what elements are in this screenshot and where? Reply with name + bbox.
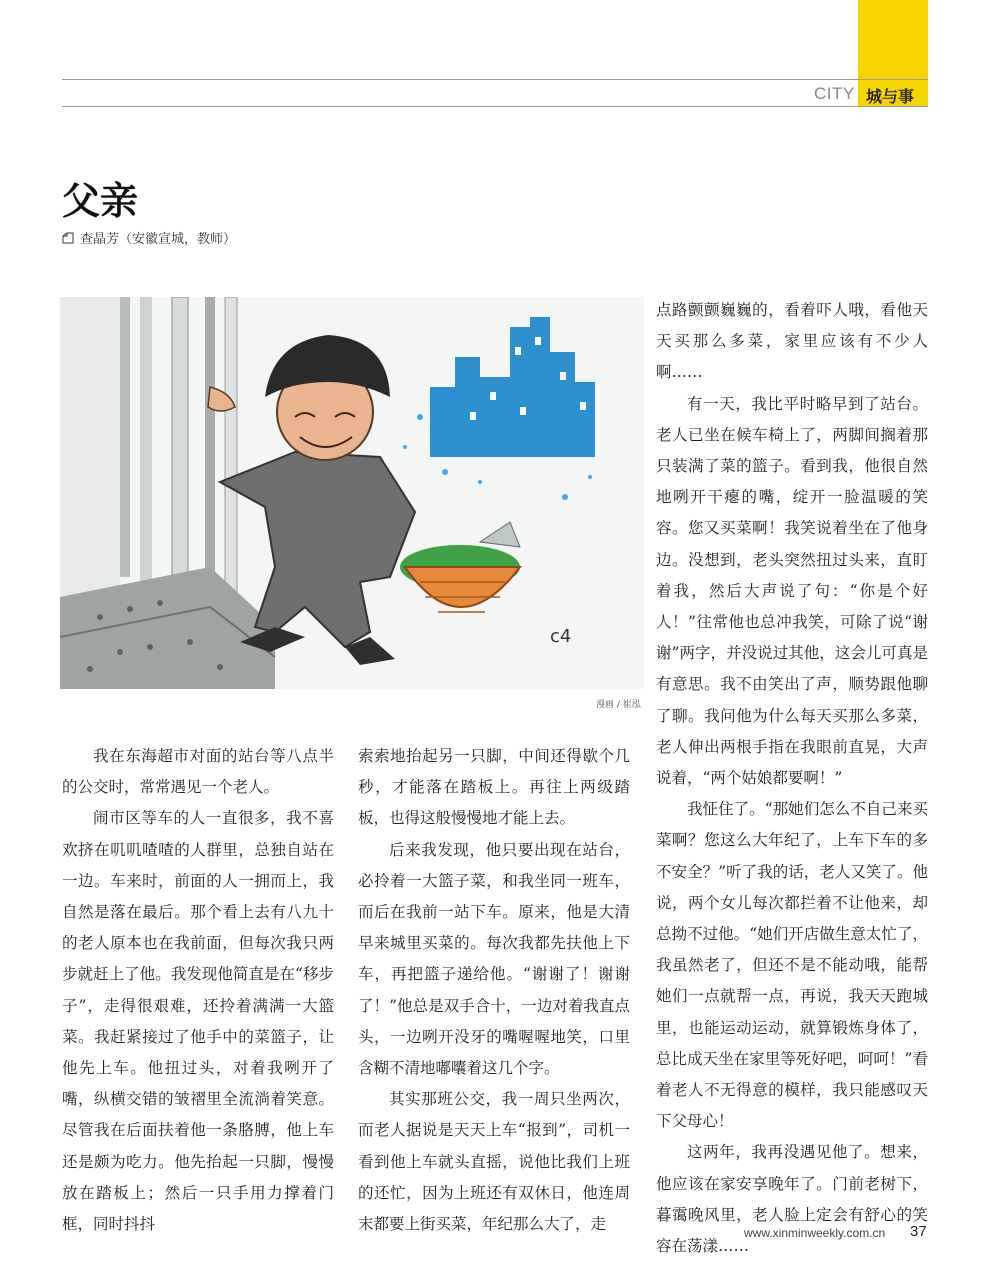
footer-url: www.xinminweekly.com.cn: [744, 1226, 886, 1240]
paragraph: 我怔住了。“那她们怎么不自己来买菜啊？您这么大年纪了，上车下车的多不安全？”听了我的话，老人又笑了。他说，两个女儿每次都拦着不让他来，却总拗不过他。“她们开店做生意太忙了，我虽然老了，但还不是不能动哦，能帮她们一点就帮一点，再说，我天天跑城里，也能运动运动，就算锻炼身体了，总比成天坐在家里等死好吧，呵呵！”看着老人不无得意的模样，我只能感叹天下父母心！: [656, 800, 928, 1131]
paragraph: 点路颤颤巍巍的，看着吓人哦，看他天天买那么多菜，家里应该有不少人啊……: [656, 301, 928, 382]
paragraph: 闹市区等车的人一直很多，我不喜欢挤在叽叽喳喳的人群里，总独自站在一边。车来时，前面的人一拥而上，我自然是落在最后。那个看上去有八九十的老人原本也在我前面，但每次我只两步就赶上了他。我发现他简直是在“移步子”，走得很艰难，还拎着满满一大篮菜。我赶紧接过了他手中的菜篮子，让他先上车。他扭过头，对着我咧开了嘴，纵横交错的皱褶里全流淌着笑意。尽管我在后面扶着他一条胳膊，他上车还是颇为吃力。他先抬起一只脚，慢慢放在踏板上；然后一只手用力撑着门框，同时抖抖: [62, 809, 334, 1234]
header-top-rule: [62, 79, 928, 80]
body-column-2: [358, 741, 630, 1240]
header-city-label: CITY: [814, 84, 855, 103]
pen-icon: [62, 232, 74, 244]
bus-door-frame: [60, 297, 237, 597]
paragraph: 后来我发现，他只要出现在站台，必拎着一大篮子菜，和我坐同一班车，而后在我前一站下车。原来，他是大清早来城里买菜的。每次我都先扶他上下车，再把篮子递给他。“谢谢了！谢谢了！”他总是双手合十，一边对着我直点头，一边咧开没牙的嘴喔喔地笑，口里含糊不清地嘟囔着这几个字。: [358, 840, 630, 1078]
body-column-3: [656, 295, 928, 1262]
byline-text: 查晶芳（安徽宣城，教师）: [80, 232, 237, 247]
cartoon-illustration: [60, 297, 644, 689]
cartoon-drawing: [60, 297, 644, 689]
article-byline: [62, 228, 236, 247]
paragraph: 其实那班公交，我一周只坐两次，而老人据说是天天上车“报到”，司机一看到他上车就头直摇，说他比我们上班的还忙，因为上班还有双休日，他连周末都要上街买菜，年纪那么大了，走: [358, 1090, 630, 1234]
page-number: 37: [910, 1223, 927, 1240]
vegetable-basket: [400, 522, 520, 612]
paragraph: 这两年，我再没遇见他了。想来，他应该在家安享晚年了。门前老树下，暮霭晚风里，老人脸上定会有舒心的笑容在荡漾……: [656, 1143, 928, 1256]
night-sky-skyline: [403, 317, 595, 500]
artist-signature: c4: [550, 626, 572, 647]
paragraph: 我在东海超市对面的站台等八点半的公交时，常常遇见一个老人。: [62, 747, 334, 797]
paragraph: 有一天，我比平时略早到了站台。老人已坐在候车椅上了，两脚间搁着那只装满了菜的篮子。看到我，他很自然地咧开干瘪的嘴，绽开一脸温暖的笑容。您又买菜啊！我笑说着坐在了他身边。没想到，老头突然扭过头来，直盯着我，然后大声说了句：“你是个好人！”往常他也总冲我笑，可除了说“谢谢”两字，并没说过其他，这会儿可真是有意思。我不由笑出了声，顺势跟他聊了聊。我问他为什么每天买那么多菜，老人伸出两根手指在我眼前直晃，大声说着，“两个姑娘都要啊！”: [656, 394, 928, 788]
header-section-label: 城与事: [866, 87, 915, 106]
paragraph: 索索地抬起另一只脚，中间还得歇个几秒，才能落在踏板上。再往上两级踏板，也得这般慢慢地才能上去。: [358, 747, 630, 828]
header-bottom-rule: [62, 106, 928, 107]
body-column-1: [62, 741, 334, 1240]
article-title: 父亲: [62, 179, 139, 223]
illustration-caption: 漫画 / 崔泓: [596, 700, 641, 710]
